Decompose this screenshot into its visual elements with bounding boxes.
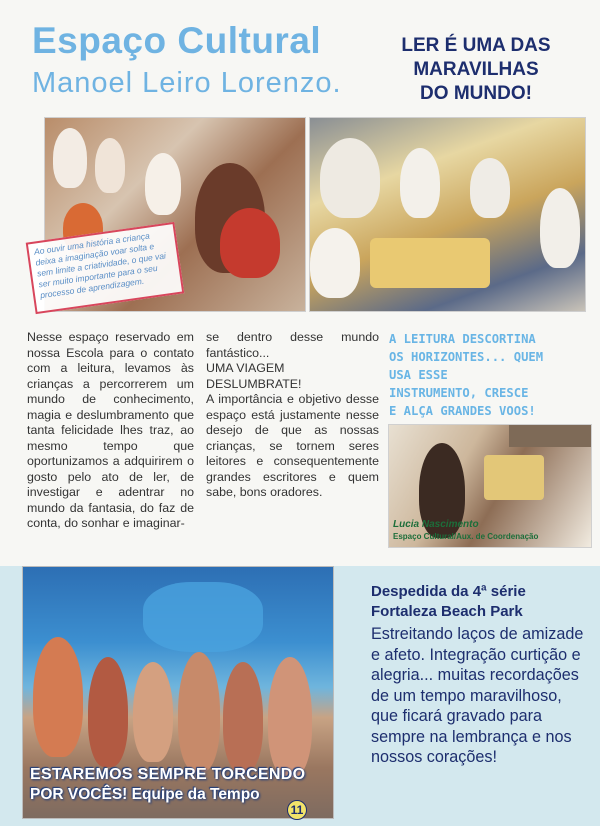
photo-children-reading <box>309 117 586 312</box>
event-title <box>371 582 591 622</box>
sidebar-heading-line: OS HORIZONTES... QUEM <box>389 350 544 364</box>
slogan-line: MARAVILHAS <box>413 59 539 80</box>
photo-overlay-text: POR VOCÊS! Equipe da Tempo <box>30 786 260 803</box>
event-title-line: Fortaleza Beach Park <box>371 603 523 620</box>
slogan-line: DO MUNDO! <box>420 83 532 104</box>
event-description: Estreitando laços de amizade e afeto. Integração curtição e alegria... muitas recordações de um tempo maravilhoso, que ficará gravado para sempre na lembrança e nos nossos corações! <box>371 625 584 766</box>
sidebar-heading-line: USA ESSE <box>389 368 448 382</box>
person-name: Lucia Nascimento <box>393 519 479 530</box>
article-continuation: se dentro desse mundo fantástico... <box>206 330 379 360</box>
sidebar-heading <box>389 330 589 420</box>
slogan <box>376 34 576 106</box>
sidebar-heading-line: A LEITURA DESCORTINA <box>389 332 536 346</box>
sidebar-heading-line: INSTRUMENTO, CRESCE <box>389 386 529 400</box>
article-body: A importância e objetivo desse espaço está justamente nesse desejo de que as nossas crianças, se tornem seres leitores e consequentemente grandes escritores e quem sabe, bons oradores. <box>206 392 379 499</box>
page-number: 11 <box>287 800 307 820</box>
photo-overlay-text: ESTAREMOS SEMPRE TORCENDO <box>30 766 306 783</box>
article-column-2 <box>206 330 379 501</box>
article-heading: UMA VIAGEM <box>206 361 285 375</box>
person-role: Espaço Cultural/Aux. de Coordenação <box>393 532 539 541</box>
event-title-line: Despedida da 4ª série <box>371 583 526 600</box>
article-heading: DESLUMBRATE! <box>206 376 302 391</box>
page-subtitle: Manoel Leiro Lorenzo. <box>32 67 342 99</box>
page-title: Espaço Cultural <box>32 20 322 61</box>
sidebar-heading-line: E ALÇA GRANDES VOOS! <box>389 404 536 418</box>
article-column-1: Nesse espaço reservado em nossa Escola para o contato com a leitura, levamos às crianças a percorrerem um mundo de conhecimento, magia e deslumbramento que tanta felicidade lhes traz, ao mesmo tempo que oportunizamos a adquirirem o gosto pelo ato de ler, de investigar e adentrar no mundo da fantasia, do faz de conta, do sonhar e imaginar- <box>27 330 194 530</box>
slogan-line: LER É UMA DAS <box>401 35 551 56</box>
photo-caption: Ao ouvir uma história a criança deixa a imaginação voar solta e sem limite a criatividade, o que vai ser muito importante para o seu processo de aprendizagem. <box>26 222 185 314</box>
